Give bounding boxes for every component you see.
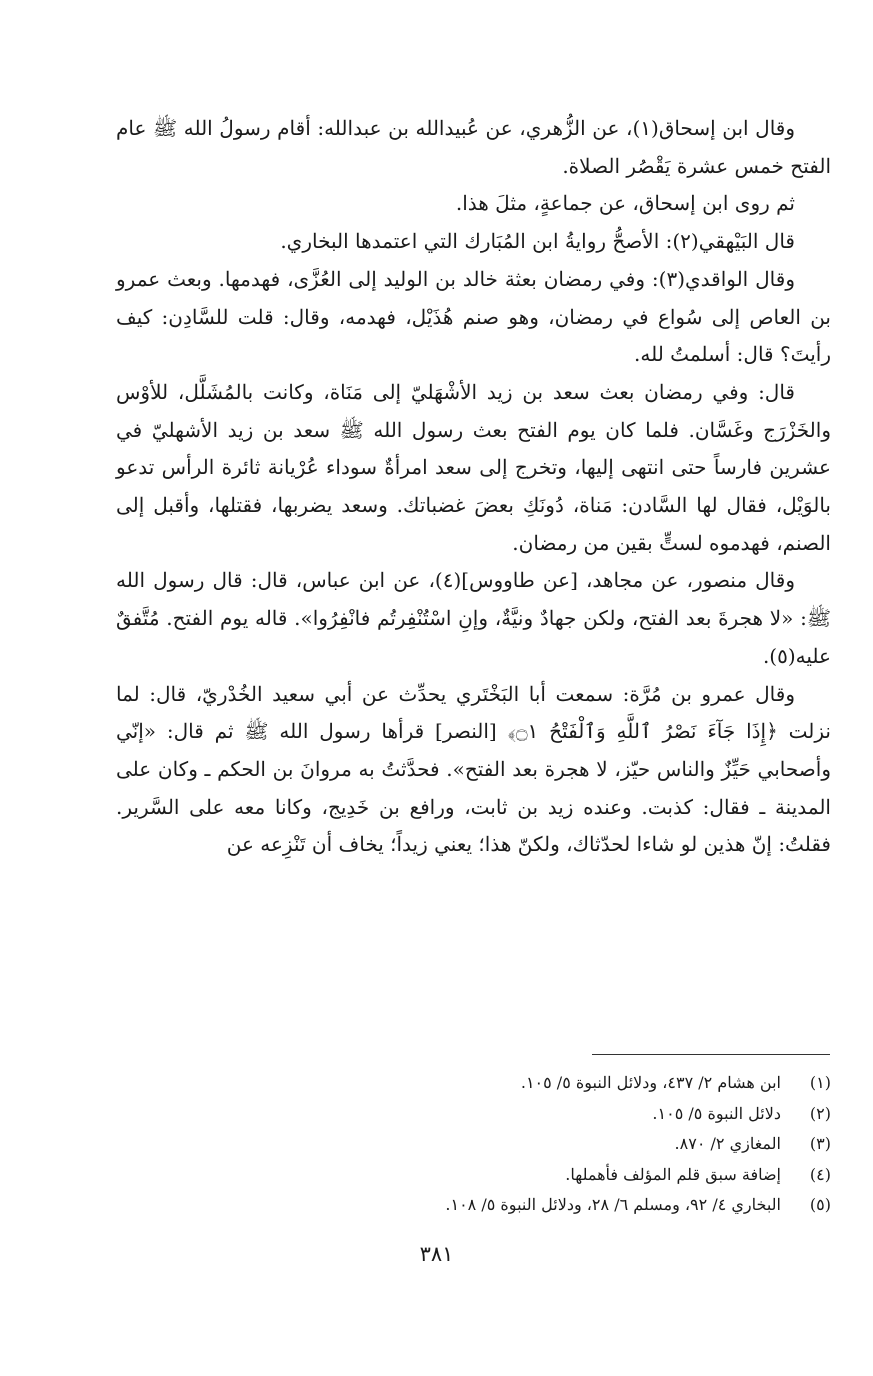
footnote-divider [592, 1054, 830, 1055]
footnote-number: (٥) [809, 1195, 831, 1214]
footnote-1 [116, 1068, 831, 1099]
paragraph-3: قال البَيْهقي(٢): الأصحُّ روايةُ ابن المُبَارك التي اعتمدها البخاري. [280, 229, 795, 254]
footnote-5 [116, 1190, 831, 1221]
footnote-text: المغازي ٢/ ٨٧٠. [674, 1134, 781, 1153]
paragraph-6: وقال منصور، عن مجاهد، [عن طاووس](٤)، عن ابن عباس، قال: قال رسول الله ﷺ: «لا هجرةَ بعد الفتح، ولكن جهادٌ ونيَّةٌ، وإنِ اسْتُنْفِرتُم فانْفِرُوا». قاله يوم الفتح. مُتَّفقٌ عليه(٥). [116, 568, 831, 668]
paragraph-5: قال: وفي رمضان بعث سعد بن زيد الأشْهَليّ إلى مَنَاة، وكانت بالمُشَلَّل، للأوْس والخَزْرَج وغَسَّان. فلما كان يوم الفتح بعث رسول الله ﷺ سعد بن زيد الأشهليّ في عشرين فارساً حتى انتهى إليها، وتخرج إلى سعد امرأةٌ سوداء عُرْيانة ثائرة الرأس تدعو بالوَيْل، فقال لها السَّادن: مَناة، دُونَكِ بعضَ غضباتك. وسعد يضربها، فقتلها، وأقبل إلى الصنم، فهدموه لستٍّ بقين من رمضان. [116, 379, 831, 555]
paragraph-7: وقال عمرو بن مُرَّة: سمعت أبا البَخْتَري يحدِّث عن أبي سعيد الخُدْريّ، قال: لما نزلت ﴿إِذَا جَآءَ نَصْرُ ٱللَّهِ وَٱلْفَتْحُ ۝١﴾ [النصر] قرأها رسول الله ﷺ ثم قال: «إنّي وأصحابي حَيِّزٌ والناس حيّز، لا هجرة بعد الفتح». فحدَّثتُ به مروانَ بن الحكم ـ وكان على المدينة ـ فقال: كذبت. وعنده زيد بن ثابت، ورافع بن خَدِيج، وكانا معه على السَّرير. فقلتُ: إنّ هذين لو شاءا لحدّثاك، ولكنّ هذا؛ يعني زيداً؛ يخاف أن تَنْزِعه عن [116, 681, 831, 857]
footnote-number: (٤) [809, 1164, 831, 1184]
footnote-number: (١) [809, 1073, 831, 1092]
page-number: ٣٨١ [419, 1242, 454, 1266]
paragraph-2: ثم روى ابن إسحاق، عن جماعةٍ، مثلَ هذا. [455, 191, 795, 216]
footnote-4 [116, 1160, 831, 1191]
footnotes [116, 1068, 831, 1221]
footnote-text: إضافة سبق قلم المؤلف فأهملها. [565, 1164, 781, 1184]
footnote-text: ابن هشام ٢/ ٤٣٧، ودلائل النبوة ٥/ ١٠٥. [520, 1073, 781, 1092]
paragraph-4: وقال الواقدي(٣): وفي رمضان بعثة خالد بن الوليد إلى العُزَّى، فهدمها. وبعث عمرو بن العاص إلى سُواع في رمضان، وهو صنم هُذَيْل، فهدمه، وقال: قلت للسَّادِن: كيف رأيتَ؟ قال: أسلمتُ لله. [116, 266, 831, 367]
paragraph-1: وقال ابن إسحاق(١)، عن الزُّهري، عن عُبيدالله بن عبدالله: أقام رسولُ الله ﷺ عام الفتح خمس عشرة يَقْصُر الصلاة. [116, 116, 831, 178]
footnote-3 [116, 1129, 831, 1160]
footnote-number: (٣) [809, 1134, 831, 1153]
footnote-2 [116, 1099, 831, 1130]
footnote-text: دلائل النبوة ٥/ ١٠٥. [652, 1103, 781, 1123]
footnote-number: (٢) [809, 1103, 831, 1123]
main-text [116, 110, 831, 864]
footnote-text: البخاري ٤/ ٩٢، ومسلم ٦/ ٢٨، ودلائل النبوة ٥/ ١٠٨. [445, 1195, 781, 1214]
